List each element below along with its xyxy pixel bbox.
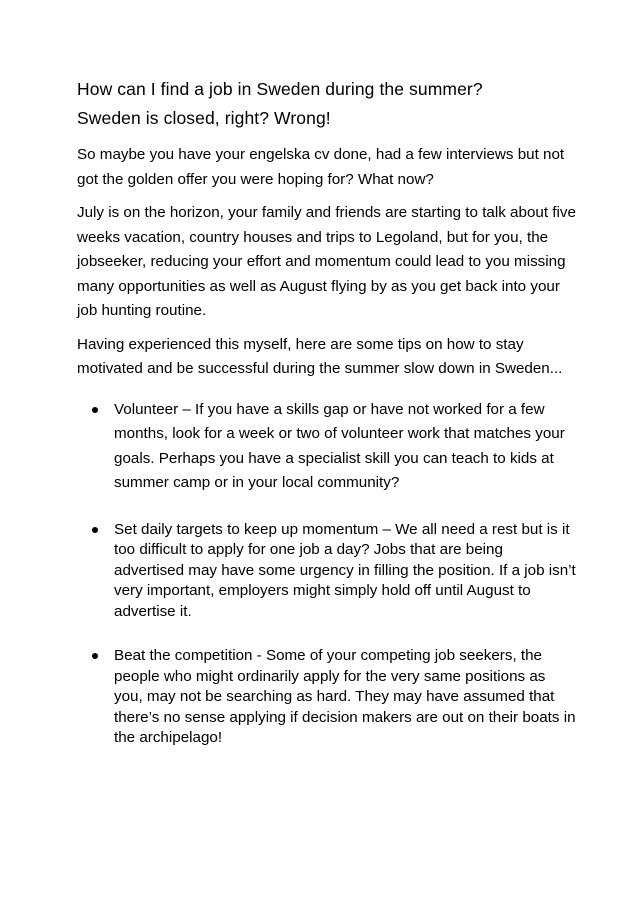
list-item-text: Beat the competition - Some of your competing job seekers, the people who might ordinarily apply for the very same positions as you, may not be searching as hard. They may have assumed that there’s no sense applying if decision makers are out on their boats in the archipelago! [114,647,576,746]
list-item [77,646,577,749]
document-title [77,75,577,133]
bullet-icon [92,407,98,413]
document-page [77,75,577,773]
intro-paragraph: So maybe you have your engelska cv done, had a few interviews but not got the golden offer you were hoping for? What now? [77,146,565,188]
july-paragraph: July is on the horizon, your family and friends are starting to talk about five weeks vacation, country houses and trips to Legoland, but for you, the jobseeker, reducing your effort and momentum could lead to you missing many opportunities as well as August flying by as you get back into your job hunting routine. [77,204,576,319]
tips-intro-paragraph: Having experienced this myself, here are some tips on how to stay motivated and be successful during the summer slow down in Sweden... [77,335,563,377]
title-line-1: How can I find a job in Sweden during the summer? [77,79,483,99]
list-item [77,520,577,623]
list-item-text: Set daily targets to keep up momentum – We all need a rest but is it too difficult to apply for one job a day? Jobs that are being advertised may have some urgency in filling the position. If a job isn’t very important, employers might simply hold off until August to advertise it. [114,520,576,620]
title-line-2: Sweden is closed, right? Wrong! [77,108,331,128]
tips-list [77,398,577,749]
list-item-text: Volunteer – If you have a skills gap or have not worked for a few months, look for a week or two of volunteer work that matches your goals. Perhaps you have a specialist skill you can teach to kids at summer camp or in your local community? [114,400,565,491]
bullet-icon [92,527,98,533]
list-item [77,398,577,496]
bullet-icon [92,653,98,659]
